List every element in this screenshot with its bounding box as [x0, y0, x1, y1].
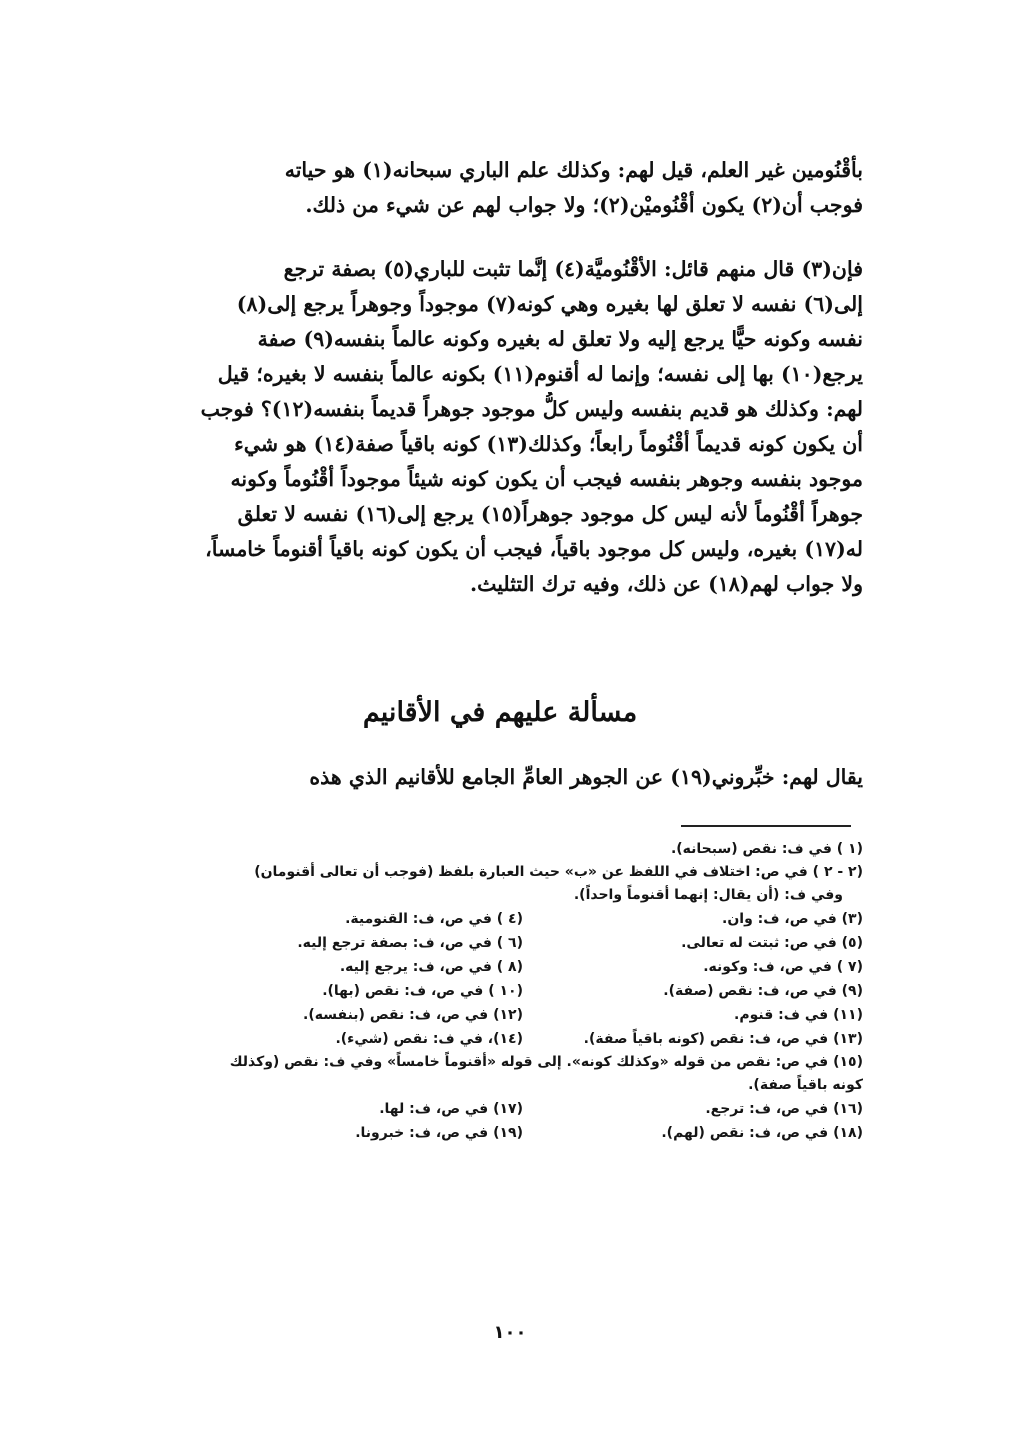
footnote-18: (١٨) في ص، ف: نقص (لهم). [661, 1125, 863, 1141]
footnote-17: (١٧) في ص، ف: لها. [379, 1101, 523, 1117]
paragraph-2 [163, 252, 863, 602]
footnote-row [163, 1003, 863, 1027]
text-line: يرجع(١٠) بها إلى نفسه؛ وإنما له أقنوم(١١) بكونه عالماً بنفسه لا بغيره؛ قيل [217, 362, 863, 386]
footnote-row [163, 955, 863, 979]
footnote-13: (١٣) في ص، ف: نقص (كونه باقياً صفة). [583, 1031, 863, 1047]
footnote-row [163, 1027, 863, 1051]
footnote-7: (٧ ) في ص، ف: وكونه. [703, 959, 863, 975]
footnote-2: (٢ - ٢ ) في ص: اختلاف في اللفظ عن «ب» حيث العبارة بلفظ (فوجب أن تعالى أقنومان) [254, 864, 863, 880]
footnote-12: (١٢) في ص، ف: نقص (بنفسه). [303, 1007, 523, 1023]
footnote-2-continued: وفي ف: (أن يقال: إنهما أقنوماً واحداً). [573, 887, 843, 903]
footnote-row [163, 1097, 863, 1121]
footnote-row [163, 979, 863, 1003]
footnote-5: (٥) في ص: ثبتت له تعالى. [681, 935, 863, 951]
footnotes [163, 838, 863, 1145]
text-line: لهم: وكذلك هو قديم بنفسه وليس كلُّ موجود جوهراً قديماً بنفسه(١٢)؟ فوجب [200, 397, 863, 421]
footnote-15: (١٥) في ص: نقص من قوله «وكذلك كونه». إلى قوله «أقنوماً خامساً» وفي ف: نقص (وكذلك [229, 1054, 863, 1070]
footnote-6: (٦ ) في ص، ف: بصفة ترجع إليه. [297, 935, 523, 951]
paragraph-3 [163, 760, 863, 795]
section-heading: مسألة عليهم في الأقانيم [362, 697, 638, 728]
footnote-4: (٤ ) في ص، ف: القنومية. [345, 911, 523, 927]
text-line: نفسه وكونه حيًّا يرجع إليه ولا تعلق له بغيره وكونه عالماً بنفسه(٩) صفة [257, 327, 863, 351]
text-line: يقال لهم: خبِّروني(١٩) عن الجوهر العامِّ الجامع للأقانيم الذي هذه [309, 765, 863, 789]
footnote-separator [681, 825, 851, 827]
text-line: أن يكون كونه قديماً أقْنُوماً رابعاً؛ وكذلك(١٣) كونه باقياً صفة(١٤) هو شيء [234, 432, 863, 456]
footnote-14: (١٤)، في ف: نقص (شيء). [335, 1031, 523, 1047]
footnote-8: (٨ ) في ص، ف: يرجع إليه. [339, 959, 523, 975]
text-line: إلى(٦) نفسه لا تعلق لها بغيره وهي كونه(٧) موجوداً وجوهراً يرجع إلى(٨) [236, 292, 863, 316]
paragraph-1 [163, 153, 863, 223]
footnote-3: (٣) في ص، ف: وان. [722, 911, 863, 927]
footnote-1: (١ ) في ف: نقص (سبحانه). [670, 841, 863, 857]
footnote-row [163, 907, 863, 931]
text-line: فإن(٣) قال منهم قائل: الأقْنُوميَّة(٤) إنَّما تثبت للباري(٥) بصفة ترجع [283, 257, 863, 281]
text-line: بأقْنُومين غير العلم، قيل لهم: وكذلك علم الباري سبحانه(١) هو حياته [284, 158, 863, 182]
footnote-19: (١٩) في ص، ف: خبرونا. [355, 1125, 523, 1141]
footnote-11: (١١) في ف: قنوم. [734, 1007, 863, 1023]
text-line: جوهراً أقْنُوماً لأنه ليس كل موجود جوهراً(١٥) يرجع إلى(١٦) نفسه لا تعلق [237, 502, 863, 526]
footnote-row [163, 931, 863, 955]
footnote-9: (٩) في ص، ف: نقص (صفة). [663, 983, 863, 999]
text-line: موجود بنفسه وجوهر بنفسه فيجب أن يكون كونه شيئاً موجوداً أقْنُوماً وكونه [230, 467, 863, 491]
footnote-16: (١٦) في ص، ف: ترجع. [705, 1101, 863, 1117]
footnote-10: (١٠ ) في ص، ف: نقص (بها). [322, 983, 523, 999]
footnote-15-continued: كونه باقياً صفة). [748, 1077, 863, 1093]
text-line: فوجب أن(٢) يكون أقْنُوميْن(٢)؛ ولا جواب لهم عن شيء من ذلك. [305, 193, 863, 217]
text-line: له(١٧) بغيره، وليس كل موجود باقياً، فيجب أن يكون كونه باقياً أقنوماً خامساً، [205, 537, 863, 561]
footnote-row [163, 1121, 863, 1145]
text-line: ولا جواب لهم(١٨) عن ذلك، وفيه ترك التثليث. [469, 572, 863, 596]
page-number: ١٠٠ [493, 1322, 527, 1343]
